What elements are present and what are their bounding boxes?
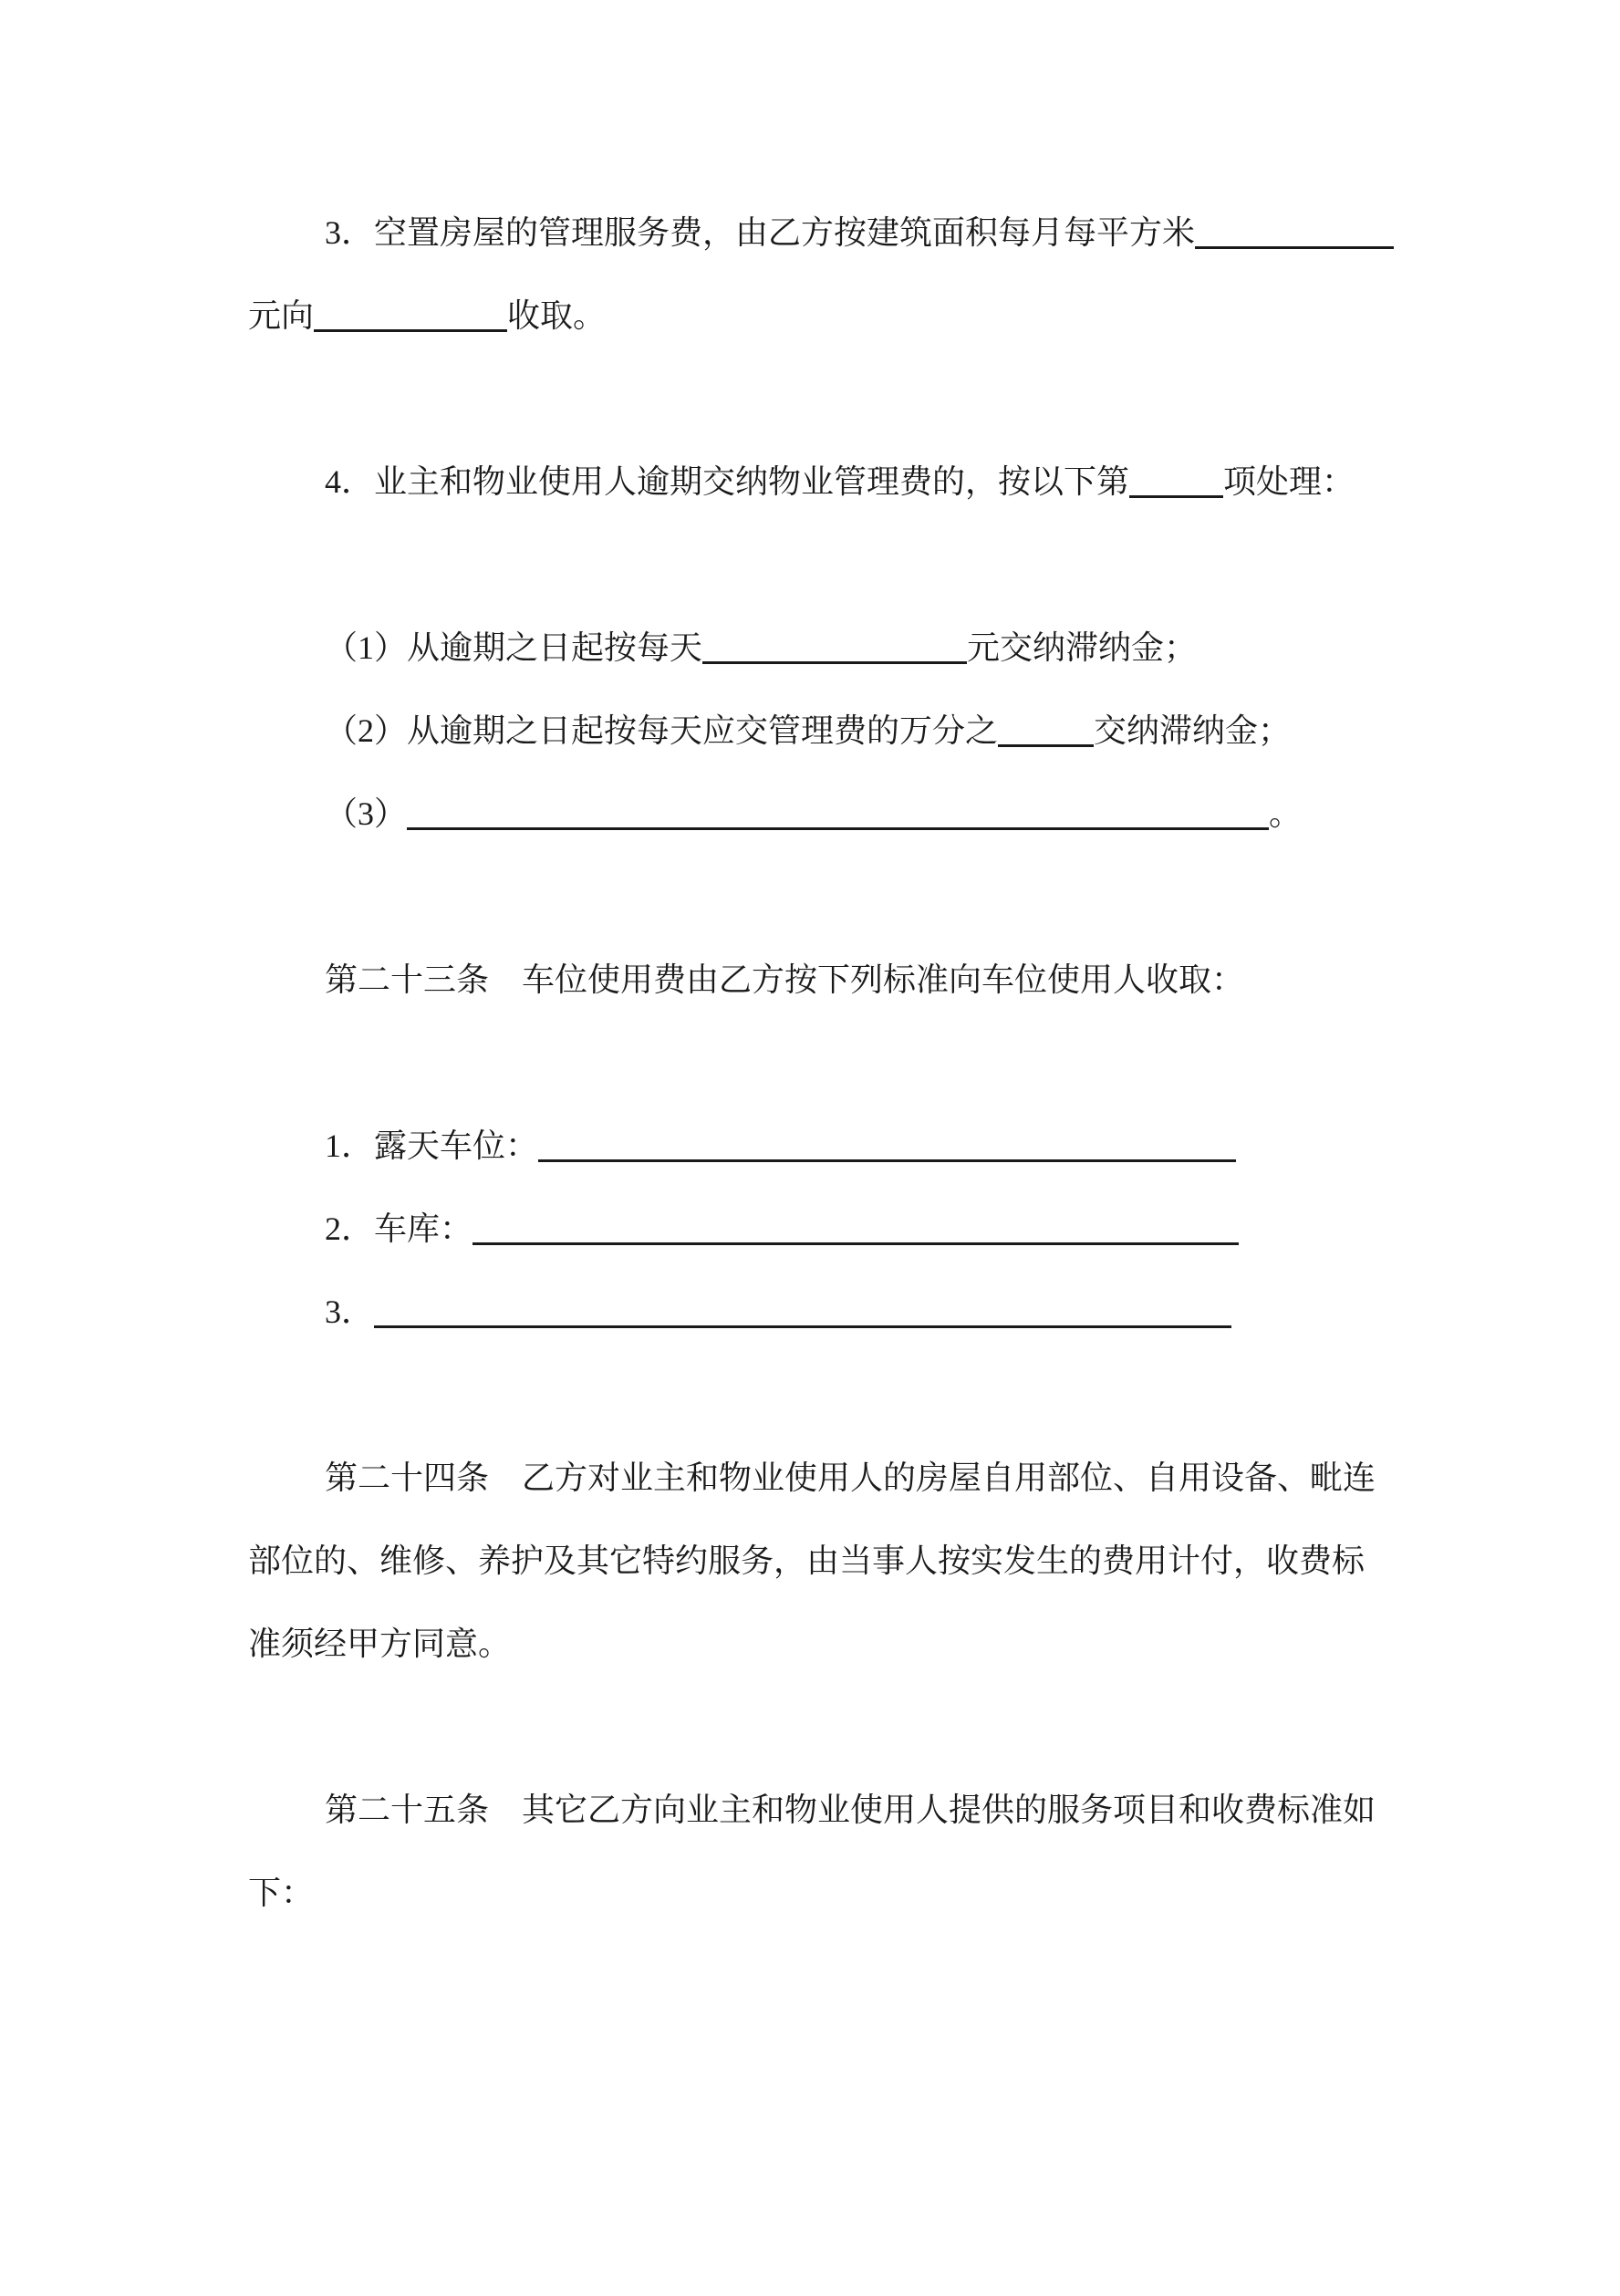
- text-run: 部位的、维修、养护及其它特约服务，由当事人按实发生的费用计付，收费标: [248, 1543, 1366, 1579]
- text-run: 3．空置房屋的管理服务费，由乙方按建筑面积每月每平方米: [325, 214, 1196, 251]
- article-23-item-3: [248, 1271, 1385, 1354]
- blank-field: [472, 1217, 1239, 1245]
- text-run: 2．车库：: [325, 1210, 473, 1247]
- blank-field: [374, 1300, 1231, 1328]
- blank-field: [407, 802, 1269, 830]
- spacer-line: [248, 856, 1385, 939]
- text-run: 元交纳滞纳金；: [967, 629, 1198, 666]
- article-25-line-2: [248, 1852, 1385, 1935]
- spacer-line: [248, 1354, 1385, 1437]
- text-run: 项处理：: [1223, 463, 1355, 500]
- blank-field: [702, 636, 967, 664]
- text-run: 第二十四条 乙方对业主和物业使用人的房屋自用部位、自用设备、毗连: [325, 1460, 1376, 1496]
- text-run: 3．: [325, 1293, 375, 1330]
- text-run: （3）: [325, 795, 408, 832]
- text-run: 收取。: [507, 297, 607, 334]
- clause-4-item-3: [248, 773, 1385, 856]
- clause-4-item-1: [248, 607, 1385, 690]
- article-23-item-1: [248, 1105, 1385, 1188]
- clause-3-line-2: [248, 275, 1385, 358]
- blank-field: [1129, 470, 1223, 498]
- spacer-line: [248, 1022, 1385, 1105]
- text-run: 准须经甲方同意。: [248, 1626, 512, 1662]
- blank-field: [538, 1134, 1236, 1162]
- article-23-heading: [248, 939, 1385, 1022]
- text-run: 交纳滞纳金；: [1094, 712, 1292, 749]
- spacer-line: [248, 524, 1385, 607]
- text-run: 元向: [248, 297, 315, 334]
- article-24-line-1: [248, 1437, 1385, 1520]
- blank-field: [314, 304, 507, 332]
- blank-field: [1195, 221, 1394, 249]
- article-24-line-2: [248, 1520, 1385, 1603]
- text-run: 4．业主和物业使用人逾期交纳物业管理费的，按以下第: [325, 463, 1130, 500]
- clause-3-line-1: [248, 192, 1385, 275]
- text-run: （2）从逾期之日起按每天应交管理费的万分之: [325, 712, 999, 749]
- clause-4-item-2: [248, 690, 1385, 773]
- text-run: 下：: [248, 1875, 315, 1911]
- article-23-item-2: [248, 1188, 1385, 1271]
- text-run: 。: [1269, 795, 1303, 832]
- text-run: 1．露天车位：: [325, 1127, 539, 1164]
- text-run: 第二十五条 其它乙方向业主和物业使用人提供的服务项目和收费标准如: [325, 1792, 1376, 1828]
- article-24-line-3: [248, 1603, 1385, 1686]
- text-run: 第二十三条 车位使用费由乙方按下列标准向车位使用人收取：: [325, 961, 1245, 998]
- text-run: （1）从逾期之日起按每天: [325, 629, 703, 666]
- spacer-line: [248, 358, 1385, 441]
- article-25-line-1: [248, 1769, 1385, 1852]
- blank-field: [998, 719, 1094, 747]
- clause-4-line: [248, 441, 1385, 524]
- spacer-line: [248, 1686, 1385, 1769]
